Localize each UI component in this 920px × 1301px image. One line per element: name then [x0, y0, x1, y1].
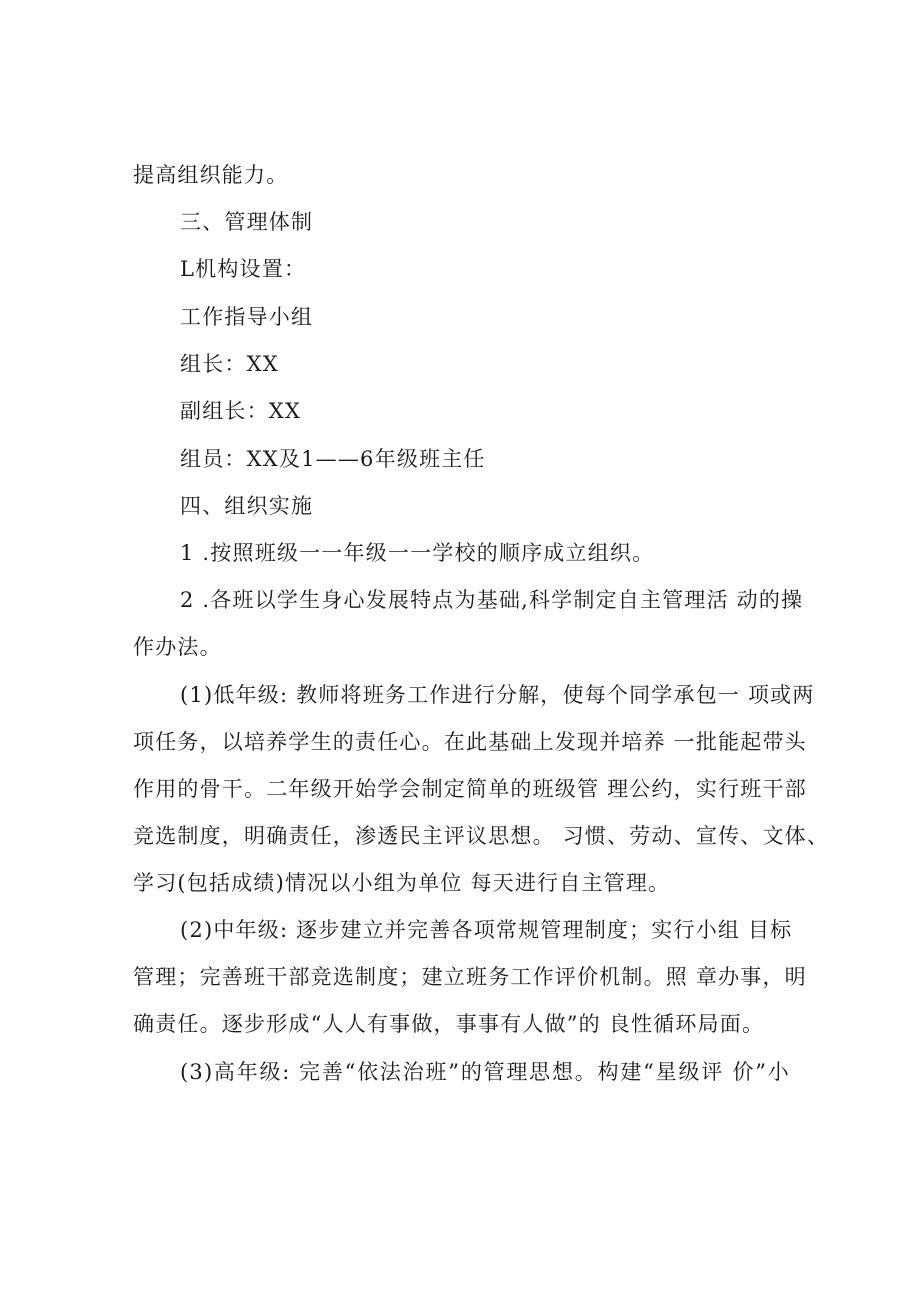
text-line: 2 .各班以学生身心发展特点为基础,科学制定自主管理活 动的操 — [180, 588, 804, 612]
text-line: 作办法。 — [133, 635, 222, 659]
text-line: 副组长：XX — [180, 399, 302, 423]
text-line: 1 .按照班级一一年级一一学校的顺序成立组织。 — [180, 541, 655, 565]
text-line: 确责任。逐步形成“人人有事做，事事有人做”的 良性循环局面。 — [133, 1012, 765, 1036]
text-line: 项任务，以培养学生的责任心。在此基础上发现并培养 一批能起带头 — [133, 730, 807, 754]
text-line: (3)高年级: 完善“依法治班”的管理思想。构建“星级评 价”小 — [180, 1060, 790, 1084]
text-line: 组员：XX及1——6年级班主任 — [180, 447, 486, 471]
text-line: 竞选制度，明确责任，渗透民主评议思想。 习惯、劳动、宣传、文体、 — [133, 824, 830, 848]
text-line: 提高组织能力。 — [133, 163, 289, 187]
text-line: 组长：XX — [180, 352, 279, 376]
text-line: L机构设置： — [180, 257, 307, 281]
section-heading: 四、组织实施 — [180, 494, 314, 518]
text-line: 工作指导小组 — [180, 305, 314, 329]
text-line: 管理；完善班干部竞选制度；建立班务工作评价机制。照 章办事，明 — [133, 965, 807, 989]
text-line: 学习(包括成绩)情况以小组为单位 每天进行自主管理。 — [133, 871, 671, 895]
text-line: (2)中年级: 逐步建立并完善各项常规管理制度；实行小组 目标 — [180, 918, 793, 942]
text-line: 作用的骨干。二年级开始学会制定简单的班级管 理公约，实行班干部 — [133, 777, 807, 801]
section-heading: 三、管理体制 — [180, 210, 314, 234]
text-line: (1)低年级: 教师将班务工作进行分解，使每个同学承包一 项或两 — [180, 683, 815, 707]
